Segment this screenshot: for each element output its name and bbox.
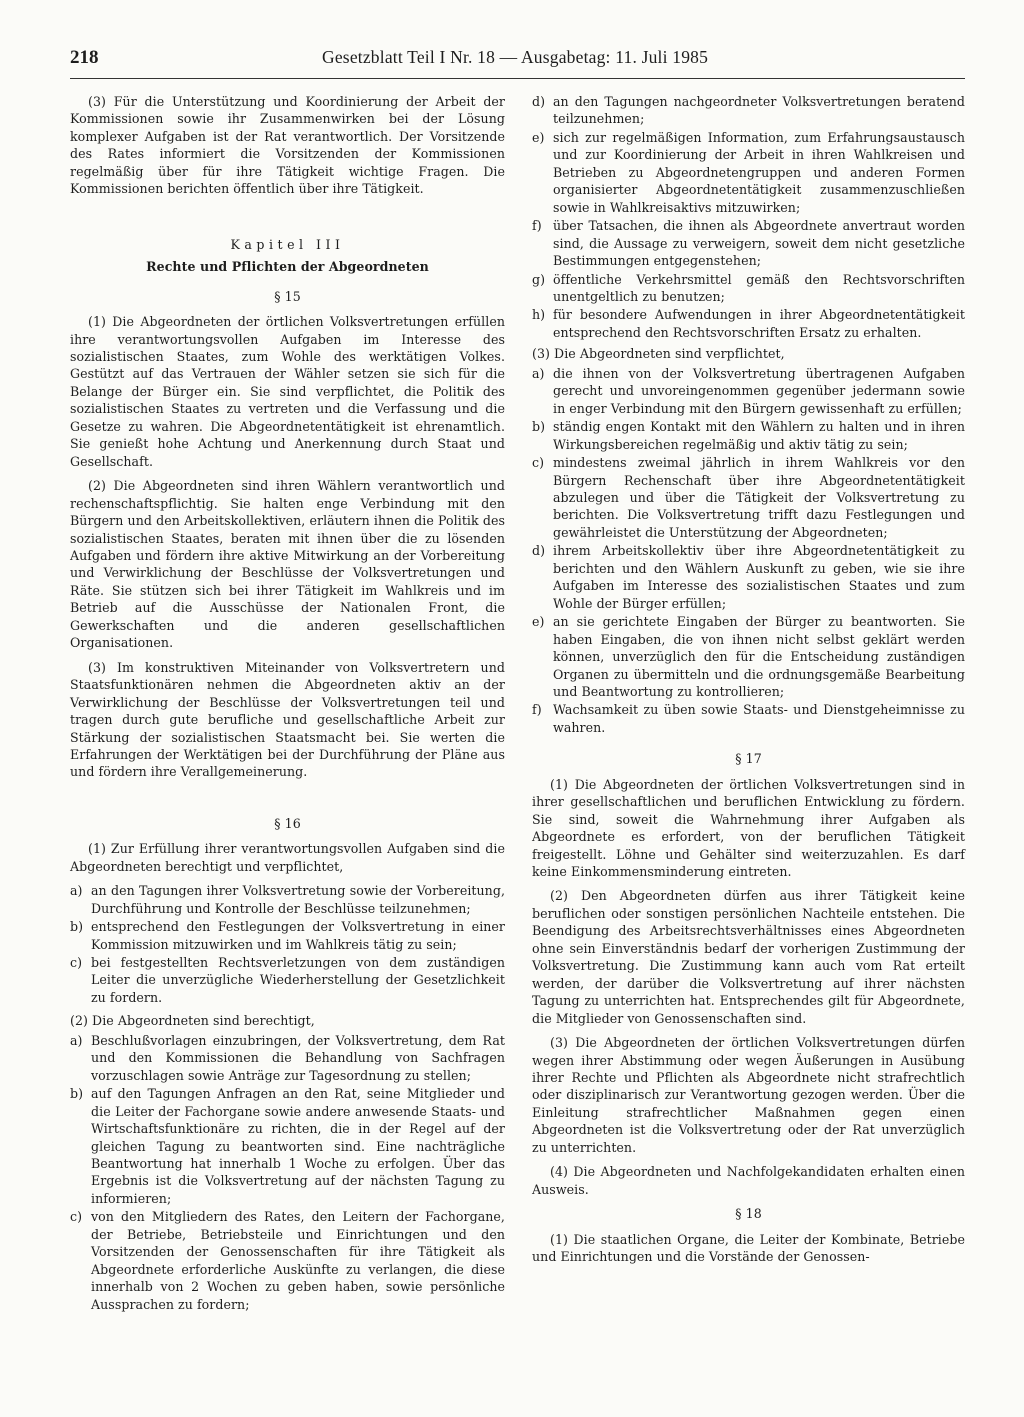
list-item: [70, 1032, 505, 1084]
paragraph-16-2-intro: (2) Die Abgeordneten sind berechtigt,: [70, 1013, 315, 1029]
list-16-1: [70, 882, 505, 1006]
list-item-label: a): [532, 365, 545, 381]
list-item: [70, 882, 505, 917]
list-item-text: öffentliche Verkehrsmittel gemäß den Rechtsvorschriften unentgeltlich zu benutzen;: [553, 271, 965, 304]
list-item-text: sich zur regelmäßigen Information, zum Erfahrungsaustausch und zur Koordinierung der Arbeit in ihren Wahlkreisen und Betrieben zu Abgeordnetengruppen und anderen Formen organisierter Abgeordnetentätigkeit zusammenzuschließen sowie in Wahlkreisaktivs mitzuwirken;: [553, 129, 965, 215]
paragraph-14-3: (3) Für die Unterstützung und Koordinierung der Arbeit der Kommissionen sowie ihr Zusammenwirken bei der Lösung komplexer Aufgaben ist der Rat verantwortlich. Der Vorsitzende des Rates informiert die Vorsitzenden der Kommissionen regelmäßig über für ihre Tätigkeit wichtige Fragen. Die Kommissionen berichten öffentlich über ihre Tätigkeit.: [70, 94, 505, 197]
list-item: [532, 271, 965, 306]
section-heading-15: § 15: [274, 288, 301, 304]
page-header: [70, 47, 965, 73]
list-item-label: f): [532, 218, 542, 234]
list-item-text: auf den Tagungen Anfragen an den Rat, seine Mitglieder und die Leiter der Fachorgane sowie andere anwesende Staats- und Wirtschaftsfunktionäre zu richten, die in der Regel auf der gleichen Tagung zu beantworten sind. Eine nachträgliche Beantwortung hat innerhalb 1 Woche zu erfolgen. Über das Ergebnis ist die Volksvertretung auf der nächsten Tagung zu informieren;: [91, 1086, 505, 1206]
paragraph-15-3: (3) Im konstruktiven Miteinander von Volksvertretern und Staatsfunktionären nehmen die Abgeordneten aktiv an der Verwirklichung der Beschlüsse der Volksvertretungen teil und tragen durch gute berufliche und gesellschaftliche Arbeit zur Stärkung der sozialistischen Staatsmacht bei. Sie werten die Erfahrungen der Werktätigen bei der Durchführung der Pläne aus und fördern ihre Verallgemeinerung.: [70, 659, 505, 780]
list-item: [532, 454, 965, 541]
paragraph-15-2: (2) Die Abgeordneten sind ihren Wählern verantwortlich und rechenschaftspflichtig. Sie halten enge Verbindung mit den Bürgern und den Arbeitskollektiven, erläutern ihnen die Politik des sozialistischen Staates, beraten mit ihnen über die zu lösenden Aufgaben und fördern ihre aktive Mitwirkung an der Vorbereitung und Verwirklichung der Beschlüsse der Volksvertretungen und Räte. Sie stützen sich bei ihrer Tätigkeit im Wahlkreis und im Betrieb auf die Ausschüsse der Nationalen Front, die Gewerkschaften und die anderen gesellschaftlichen Organisationen.: [70, 478, 505, 651]
list-item-text: an den Tagungen nachgeordneter Volksvertretungen beratend teilzunehmen;: [553, 94, 965, 127]
list-item: [70, 918, 505, 953]
list-item-label: b): [70, 1086, 84, 1102]
paragraph-18-1: (1) Die staatlichen Organe, die Leiter der Kombinate, Betriebe und Einrichtungen und die Vorstände der Genossen-: [532, 1231, 965, 1265]
list-item: [532, 129, 965, 216]
list-item-text: die ihnen von der Volksvertretung übertragenen Aufgaben gerecht und unvoreingenommen gegenüber jedermann sowie in enger Verbindung mit den Bürgern gewissenhaft zu erfüllen;: [553, 365, 965, 416]
paragraph-17-1: (1) Die Abgeordneten der örtlichen Volksvertretungen sind in ihrer gesellschaftlichen und beruflichen Entwicklung zu fördern. Sie sind, soweit die Wahrnehmung ihrer Aufgaben als Abgeordnete es erfordert, von der beruflichen Tätigkeit freigestellt. Löhne und Gehälter sind weiterzuzahlen. Es darf keine Einkommensminderung eintreten.: [532, 776, 965, 880]
list-item: [532, 306, 965, 341]
list-item-text: mindestens zweimal jährlich in ihrem Wahlkreis vor den Bürgern Rechenschaft über ihre Abgeordnetentätigkeit abzulegen und über die Tätigkeit der Volksvertretung zu berichten. Die Volksvertretung trifft dazu Festlegungen und gewährleistet die Unterstützung der Abgeordneten;: [553, 455, 965, 540]
list-item-label: g): [532, 271, 546, 287]
list-item-label: c): [532, 455, 545, 471]
list-item: [532, 613, 965, 700]
list-item-label: b): [70, 919, 84, 935]
list-item-label: b): [532, 419, 546, 435]
section-heading-17: § 17: [735, 751, 762, 767]
list-item-text: bei festgestellten Rechtsverletzungen von dem zuständigen Leiter die unverzügliche Wiederherstellung der Gesetzlichkeit zu fordern.: [91, 955, 505, 1005]
list-item-label: e): [532, 129, 545, 145]
list-item: [70, 1085, 505, 1207]
paragraph-17-4: (4) Die Abgeordneten und Nachfolgekandidaten erhalten einen Ausweis.: [532, 1164, 965, 1197]
list-item-label: c): [70, 955, 83, 971]
list-item-text: an sie gerichtete Eingaben der Bürger zu beantworten. Sie haben Eingaben, die von ihnen nicht selbst geklärt werden können, unverzüglich den für die Entscheidung zuständigen Organen zu übermitteln und die ordnungsgemäße Bearbeitung und Beantwortung zu kontrollieren;: [553, 614, 965, 699]
list-item-label: a): [70, 883, 83, 899]
list-item-text: für besondere Aufwendungen in ihrer Abgeordnetentätigkeit entsprechend den Rechtsvorschriften Ersatz zu erhalten.: [553, 307, 965, 340]
list-item: [532, 418, 965, 453]
list-item-text: ihrem Arbeitskollektiv über ihre Abgeordnetentätigkeit zu berichten und den Wählern Auskunft zu geben, wie sie ihre Aufgaben im Interesse des sozialistischen Staates und zum Wohle der Bürger erfüllen;: [553, 543, 965, 611]
list-16-3: [532, 365, 965, 737]
list-item-label: e): [532, 614, 545, 630]
list-item-label: d): [532, 94, 546, 109]
list-item-label: d): [532, 543, 546, 559]
paragraph-16-3-intro: (3) Die Abgeordneten sind verpflichtet,: [532, 346, 785, 362]
list-item-text: ständig engen Kontakt mit den Wählern zu halten und in ihren Wirkungsbereichen regelmäßig und aktiv tätig zu sein;: [553, 419, 965, 452]
paragraph-17-3: (3) Die Abgeordneten der örtlichen Volksvertretungen dürfen wegen ihrer Abstimmung oder wegen Äußerungen in Ausübung ihrer Rechte und Pflichten als Abgeordnete nicht strafrechtlich oder disziplinarisch zur Verantwortung gezogen werden. Über die Einleitung strafrechtlicher Maßnahmen gegen einen Abgeordneten ist die Volksvertretung oder der Rat unverzüglich zu unterrichten.: [532, 1035, 965, 1155]
list-item: [532, 93, 965, 128]
list-item: [532, 542, 965, 612]
list-16-2: [70, 1032, 505, 1313]
list-item: [70, 954, 505, 1006]
chapter-heading: Kapitel III: [230, 236, 345, 252]
chapter-title: Rechte und Pflichten der Abgeordneten: [146, 259, 429, 275]
list-16-2-continued: [532, 93, 965, 341]
list-item-label: a): [70, 1032, 83, 1048]
list-item-text: von den Mitgliedern des Rates, den Leitern der Fachorgane, der Betriebe, Betriebsteile und Einrichtungen und den Vorsitzenden der Genossenschaften für ihre Tätigkeit als Abgeordnete erforderliche Auskünfte zu verlangen, die diese innerhalb von 2 Wochen zu geben haben, sowie persönliche Aussprachen zu fordern;: [91, 1209, 505, 1312]
gazette-header-title: Gesetzblatt Teil I Nr. 18 — Ausgabetag: 11. Juli 1985: [322, 47, 709, 67]
header-rule: [70, 78, 965, 79]
left-column: [70, 93, 505, 1314]
right-column: [532, 93, 965, 1273]
list-item: [70, 1208, 505, 1313]
list-item-label: c): [70, 1209, 83, 1225]
list-item: [532, 701, 965, 736]
section-heading-16: § 16: [274, 815, 301, 831]
list-item-text: über Tatsachen, die ihnen als Abgeordnete anvertraut worden sind, die Aussage zu verweigern, soweit dem nicht gesetzliche Bestimmungen entgegenstehen;: [553, 218, 965, 269]
page-number: 218: [70, 47, 99, 68]
list-item-text: Beschlußvorlagen einzubringen, der Volksvertretung, dem Rat und den Kommissionen die Behandlung von Sachfragen vorzuschlagen sowie Anträge zur Tagesordnung zu stellen;: [91, 1032, 505, 1083]
list-item-text: entsprechend den Festlegungen der Volksvertretung in einer Kommission mitzuwirken und im Wahlkreis tätig zu sein;: [91, 919, 505, 952]
paragraph-16-1-intro: (1) Zur Erfüllung ihrer verantwortungsvollen Aufgaben sind die Abgeordneten berechtigt und verpflichtet,: [70, 841, 505, 874]
paragraph-15-1: (1) Die Abgeordneten der örtlichen Volksvertretungen erfüllen ihre verantwortungsvollen Aufgaben im Interesse des sozialistischen Staates, zum Wohle des werktätigen Volkes. Gestützt auf das Vertrauen der Wähler setzen sie sich für die Belange der Bürger ein. Sie sind verpflichtet, die Politik des sozialistischen Staates zu vertreten und die Verfassung und die Gesetze zu wahren. Die Abgeordnetentätigkeit ist ehrenamtlich. Sie genießt hohe Achtung und Anerkennung durch Staat und Gesellschaft.: [70, 314, 505, 469]
list-item-label: f): [532, 702, 542, 718]
list-item: [532, 365, 965, 417]
list-item-text: an den Tagungen ihrer Volksvertretung sowie der Vorbereitung, Durchführung und Kontrolle der Beschlüsse teilzunehmen;: [91, 883, 505, 916]
list-item-label: h): [532, 307, 546, 323]
list-item-text: Wachsamkeit zu üben sowie Staats- und Dienstgeheimnisse zu wahren.: [553, 702, 965, 735]
paragraph-17-2: (2) Den Abgeordneten dürfen aus ihrer Tätigkeit keine beruflichen oder sonstigen persönlichen Nachteile entstehen. Die Beendigung des Arbeitsrechtsverhältnisses eines Abgeordneten ohne sein Einverständnis bedarf der vorherigen Zustimmung der Volksvertretung. Die Zustimmung kann auch vom Rat erteilt werden, der darüber die Volksvertretung auf ihrer nächsten Tagung zu unterrichten hat. Entsprechendes gilt für Abgeordnete, die Mitglieder von Genossenschaften sind.: [532, 888, 965, 1026]
list-item: [532, 217, 965, 269]
section-heading-18: § 18: [735, 1206, 762, 1222]
